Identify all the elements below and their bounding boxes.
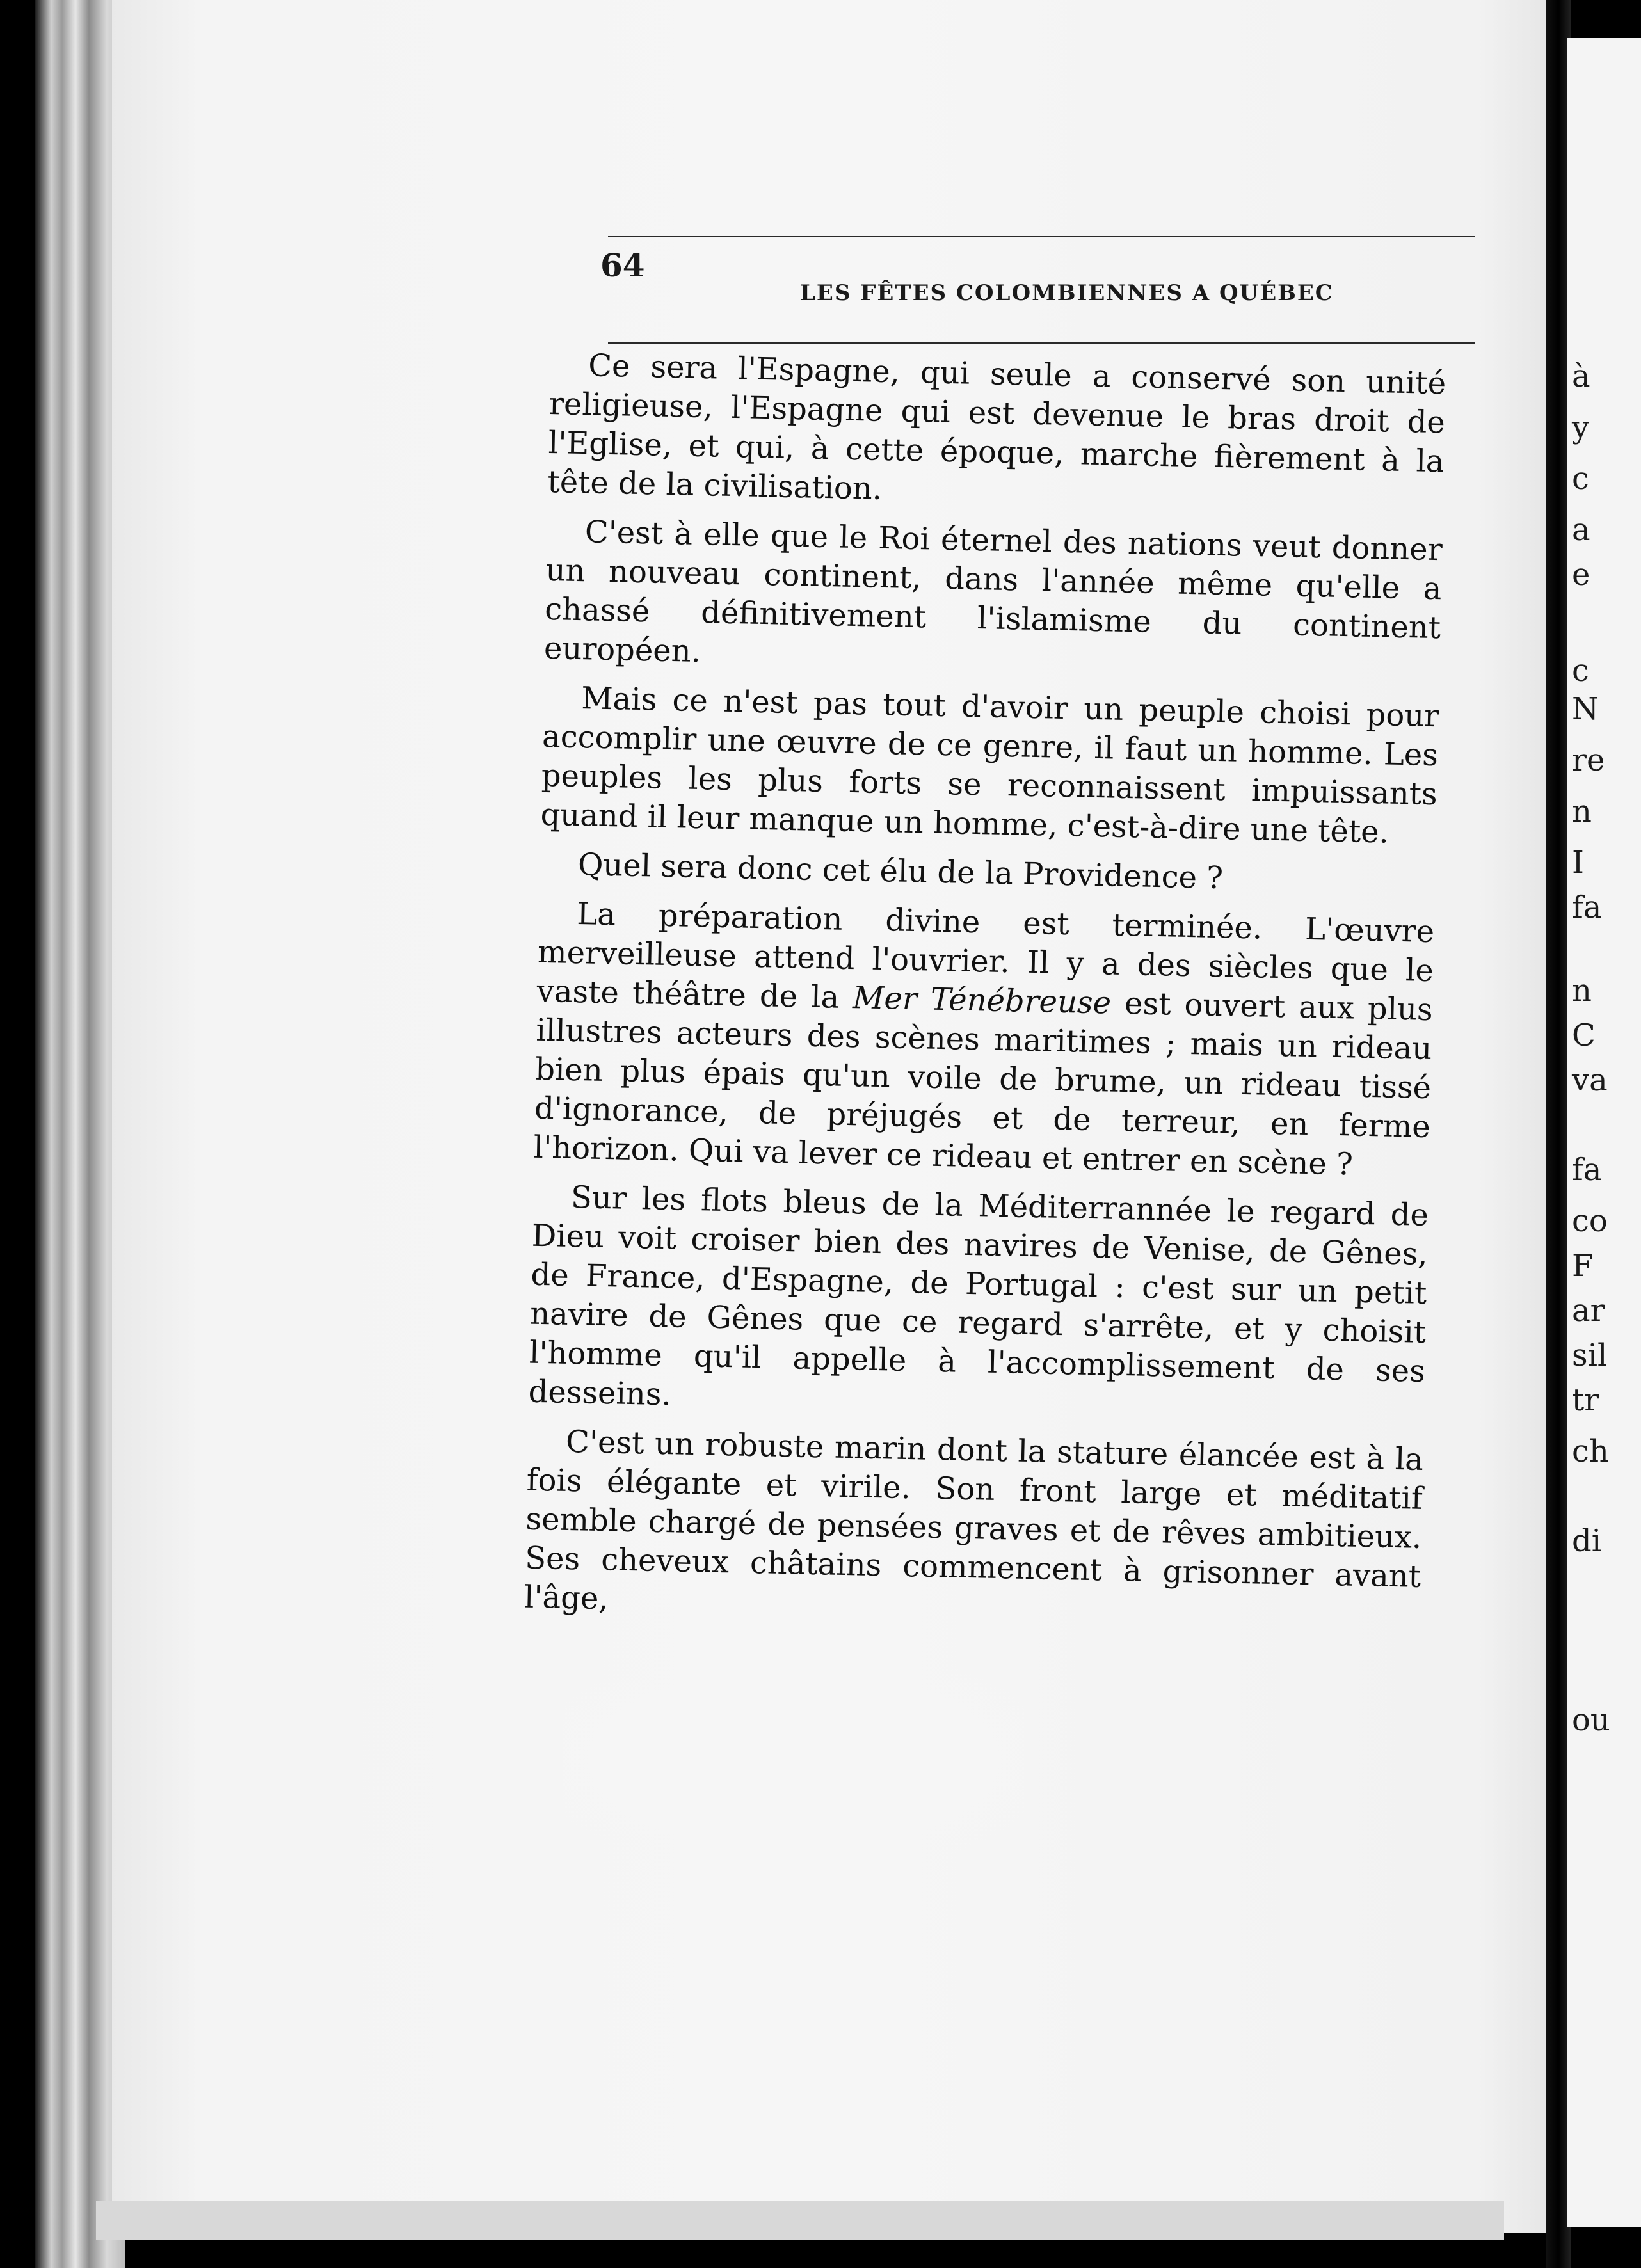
facing-page-edge bbox=[1567, 38, 1641, 2227]
paragraph-1: Ce sera l'Espagne, qui seule a conservé son unité religieuse, l'Espagne qui est devenue le bras droit de l'Eglise, et qui, à cette époque, marche fièrement à la tête de la civilisation. bbox=[547, 347, 1446, 507]
facing-page-fragment: tr bbox=[1572, 1382, 1599, 1418]
paragraph-2: C'est à elle que le Roi éternel des nations veut donner un nouveau continent, dans l'année même qu'elle a chassé définitivement l'islamisme du continent européen. bbox=[543, 514, 1443, 670]
page-bottom-edge bbox=[96, 2201, 1504, 2240]
facing-page-fragment: di bbox=[1572, 1523, 1602, 1559]
facing-page-fragment: ch bbox=[1572, 1433, 1609, 1469]
faded-print-area bbox=[563, 1657, 1024, 1862]
header-rule-top bbox=[608, 236, 1475, 237]
facing-page-fragment: e bbox=[1572, 557, 1590, 593]
facing-page-fragment: n bbox=[1572, 973, 1592, 1009]
facing-page-fragment: F bbox=[1572, 1248, 1594, 1284]
facing-page-fragment: n bbox=[1572, 794, 1592, 829]
facing-page-fragment: y bbox=[1572, 410, 1590, 445]
paragraph-6: Sur les flots bleus de la Méditerrannée le regard de Dieu voit croiser bien des navires de Venise, de Gênes, de France, d'Espagne, de Portugal : c'est sur un petit navire de Gênes que ce regard s'arrête, et y choisit l'homme qu'il appelle à l'accomplissement de ses desseins. bbox=[528, 1179, 1429, 1413]
facing-page-fragment: re bbox=[1572, 742, 1605, 778]
page-number: 64 bbox=[600, 246, 645, 284]
paragraph-5 bbox=[533, 894, 1435, 1186]
facing-page-fragment: à bbox=[1572, 358, 1590, 394]
facing-page-fragment: fa bbox=[1572, 1152, 1602, 1188]
facing-page-fragment: C bbox=[1572, 1018, 1596, 1053]
book-spine bbox=[35, 0, 125, 2268]
paragraph-7: C'est un robuste marin dont la stature élancée est à la fois élégante et virile. Son front large et méditatif semble chargé de pensées graves et de rêves ambitieux. Ses cheveux châtains commencent à grisonner avant l'âge, bbox=[524, 1423, 1424, 1617]
paragraph-5-italic: Mer Ténébreuse bbox=[852, 980, 1112, 1021]
facing-page-fragment: sil bbox=[1572, 1338, 1608, 1373]
header-rule-bottom bbox=[608, 342, 1475, 344]
paragraph-3: Mais ce n'est pas tout d'avoir un peuple choisi pour accomplir une œuvre de ce genre, il faut un homme. Les peuples les plus forts se reconnaissent impuissants quand il leur manque un homme, c'est-à-dire une tête. bbox=[540, 680, 1439, 850]
facing-page-fragment: ou bbox=[1572, 1702, 1610, 1738]
facing-page-fragment: a bbox=[1572, 512, 1590, 548]
body-text bbox=[524, 346, 1446, 1646]
facing-page-fragment: c bbox=[1572, 461, 1589, 497]
facing-page-fragment: I bbox=[1572, 845, 1584, 881]
paragraph-4: Quel sera donc cet élu de la Providence ? bbox=[577, 847, 1224, 897]
paragraph-5-after: est ouvert aux plus illustres acteurs des scènes maritimes ; mais un rideau bien plus épais qu'un voile de brume, un rideau tissé d'ignorance, de préjugés et de terreur, en ferme l'horizon. Qui va lever ce rideau et entrer en scène ? bbox=[533, 985, 1434, 1183]
facing-page-fragment: co bbox=[1572, 1203, 1608, 1239]
running-head: LES FÊTES COLOMBIENNES A QUÉBEC bbox=[800, 280, 1334, 306]
facing-page-fragment: ar bbox=[1572, 1293, 1605, 1329]
paragraph-5-before: La préparation divine est terminée. L'œuvre merveilleuse attend l'ouvrier. Il y a des siècles que le vaste théâtre de la bbox=[536, 896, 1435, 1016]
facing-page-fragment: fa bbox=[1572, 890, 1602, 925]
facing-page-fragment: va bbox=[1572, 1062, 1608, 1098]
facing-page-fragment: N bbox=[1572, 691, 1599, 727]
facing-page-fragment: c bbox=[1572, 653, 1589, 689]
